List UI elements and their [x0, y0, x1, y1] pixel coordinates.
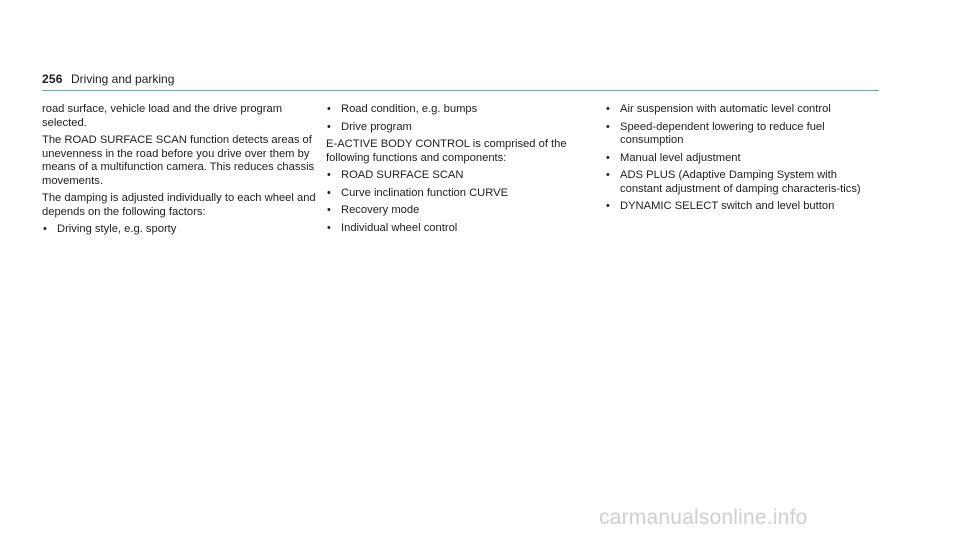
list-item-text: Curve inclination function CURVE [341, 186, 509, 199]
list-item-text: Air suspension with automatic level control [620, 103, 831, 115]
text-column-3 [605, 103, 870, 218]
bullet-icon: • [606, 120, 610, 133]
watermark: carmanualsonline.info [599, 506, 808, 529]
paragraph: The damping is adjusted individually to each wheel and depends on the following factors: [42, 192, 316, 218]
paragraph: The ROAD SURFACE SCAN function detects areas of unevenness in the road before you drive over them by means of a multifunction camera. This reduces chassis movements. [42, 134, 315, 187]
list-item-text: Speed-dependent lowering to reduce fuel consumption [620, 120, 825, 146]
bullet-icon: • [606, 103, 610, 115]
bullet-icon: • [327, 120, 331, 133]
list-item [326, 121, 591, 135]
list-item-text: DYNAMIC SELECT switch and level button [620, 200, 835, 212]
list-item-text: ROAD SURFACE SCAN [341, 169, 464, 181]
list-item [326, 204, 591, 218]
factor-list-continued [326, 103, 591, 134]
section-title: Driving and parking [71, 72, 175, 86]
list-item [605, 200, 870, 214]
bullet-icon: • [327, 103, 331, 115]
list-item [326, 187, 591, 201]
list-item [42, 223, 327, 237]
bullet-icon: • [327, 221, 331, 234]
text-column-1 [42, 103, 327, 241]
factor-list [42, 223, 327, 237]
list-item [605, 121, 870, 148]
bullet-icon: • [327, 204, 331, 216]
bullet-icon: • [606, 200, 610, 212]
list-item-text: Individual wheel control [341, 221, 458, 234]
list-item [326, 103, 591, 117]
list-item [605, 152, 870, 166]
text-column-2 [326, 103, 591, 239]
list-item-text: Driving style, e.g. sporty [57, 223, 177, 235]
bullet-icon: • [327, 169, 331, 181]
list-item-text: Road condition, e.g. bumps [341, 103, 478, 115]
component-list [326, 169, 591, 235]
bullet-icon: • [606, 151, 610, 164]
page-header [42, 71, 879, 91]
component-list-continued [605, 103, 870, 214]
list-item-text: Recovery mode [341, 204, 420, 216]
paragraph: road surface, vehicle load and the drive program selected. [42, 103, 283, 129]
list-item [605, 169, 870, 196]
list-item-text: Drive program [341, 120, 412, 133]
list-item [326, 222, 591, 236]
page-number: 256 [42, 72, 63, 86]
bullet-icon: • [327, 186, 331, 199]
bullet-icon: • [43, 223, 47, 235]
list-item [326, 169, 591, 183]
list-item-text: Manual level adjustment [620, 151, 741, 164]
bullet-icon: • [606, 169, 610, 181]
list-item [605, 103, 870, 117]
list-item-text: ADS PLUS (Adaptive Damping System with constant adjustment of damping characteris-tics) [620, 169, 861, 195]
paragraph: E-ACTIVE BODY CONTROL is comprised of the following functions and components: [326, 138, 567, 164]
